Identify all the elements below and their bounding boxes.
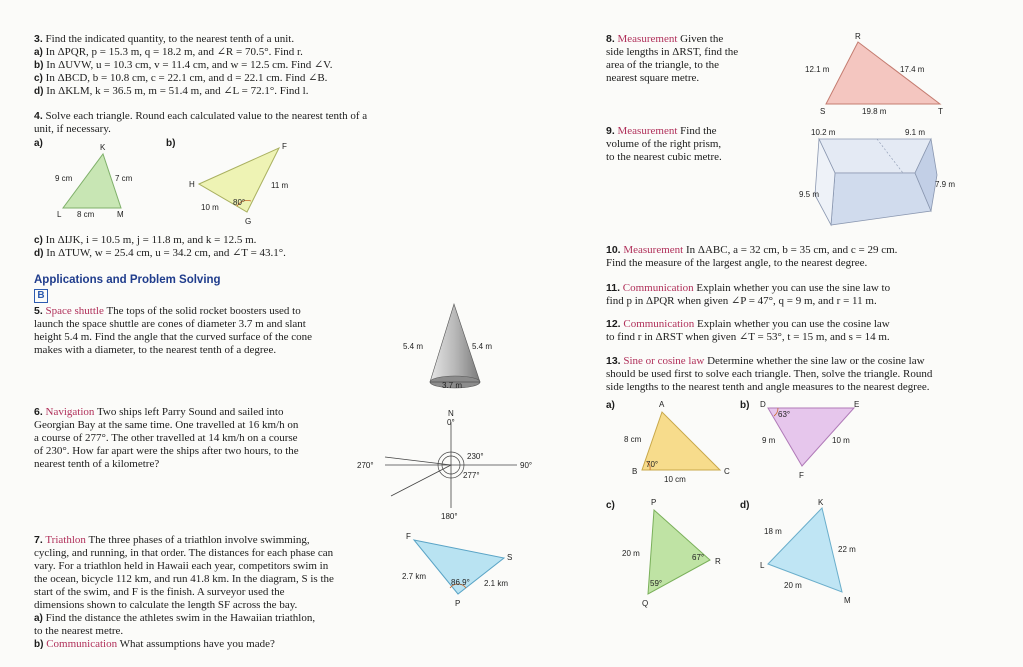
side-label: 10 cm [664, 475, 686, 484]
part-label: c) [606, 500, 615, 511]
section-header: Applications and Problem Solving [34, 274, 221, 286]
prism-diagram [795, 125, 970, 235]
question-6 [34, 406, 364, 471]
vertex-label: F [406, 532, 411, 541]
question-number: 8. [606, 33, 615, 45]
question-text: area of the triangle, to the [606, 59, 720, 71]
question-keyword: Measurement [617, 125, 678, 137]
side-label: 19.8 m [862, 107, 887, 116]
question-text: Explain whether you can use the cosine law [697, 318, 890, 330]
question-10 [606, 244, 1006, 270]
vertex-label: F [282, 142, 287, 151]
vertex-label: D [760, 400, 766, 409]
angle-label: 230° [467, 452, 484, 461]
triangle-def-diagram [758, 398, 868, 488]
question-text: side lengths in ΔRST, find the [606, 46, 739, 58]
question-text: start of the swim, and F is the finish. A surveyor used the [34, 586, 285, 598]
side-label: 7 cm [115, 174, 133, 183]
part-text: Find the distance the athletes swim in the Hawaiian triathlon, [45, 612, 316, 624]
question-keyword: Sine or cosine law [623, 355, 705, 367]
compass-east-label: 90° [520, 461, 533, 470]
vertex-label: S [820, 107, 826, 116]
prism-top-face [819, 139, 931, 173]
vertex-label: M [117, 210, 124, 219]
question-7 [34, 534, 404, 651]
part-text: to the nearest metre. [34, 625, 124, 637]
edge-label: 10.2 m [811, 128, 836, 137]
vertex-label: E [854, 400, 860, 409]
question-text: Find the indicated quantity, to the nearest tenth of a unit. [45, 33, 295, 45]
question-text: the ocean, bicycle 112 km, and run 41.8 km. In the diagram, S is the [34, 573, 334, 585]
part-text: In ΔTUW, w = 25.4 cm, u = 34.2 cm, and ∠T = 43.1°. [46, 247, 286, 259]
question-text: side lengths to the nearest tenth and angle measures to the nearest degree. [606, 381, 930, 393]
part-label: b) [166, 138, 176, 149]
question-number: 12. [606, 318, 621, 330]
vertex-label: P [651, 498, 657, 507]
question-11 [606, 282, 1006, 308]
vertex-label: L [760, 561, 765, 570]
side-label: 12.1 m [805, 65, 830, 74]
part-label: a) [34, 47, 43, 58]
question-number: 11. [606, 282, 621, 294]
part-label: c) [34, 73, 43, 84]
question-text: vary. For a triathlon held in Hawaii each year, competitors swim in [34, 560, 329, 572]
question-keyword: Measurement [623, 244, 684, 256]
vertex-label: M [844, 596, 851, 605]
base-label: 3.7 m [442, 381, 463, 390]
compass-north-label: N [448, 409, 454, 418]
question-text: Georgian Bay at the same time. One travelled at 16 km/h on [34, 419, 299, 431]
question-number: 3. [34, 33, 43, 45]
side-label: 20 m [784, 581, 802, 590]
section-badge: B [34, 289, 48, 303]
side-label: 8 cm [624, 435, 642, 444]
side-label: 8 cm [77, 210, 95, 219]
vertex-label: P [455, 599, 461, 608]
question-number: 7. [34, 534, 43, 546]
question-text: Two ships left Parry Sound and sailed into [96, 406, 284, 418]
side-label: 5.4 m [472, 342, 493, 351]
side-label: 18 m [764, 527, 782, 536]
angle-label: 80° [233, 198, 246, 207]
question-text: Given the [680, 33, 724, 45]
part-text: In ΔBCD, b = 10.8 cm, c = 22.1 cm, and d = 22.1 cm. Find ∠B. [45, 72, 328, 84]
question-9 [606, 125, 796, 164]
question-keyword: Space shuttle [45, 305, 104, 317]
question-text: of 230°. How far apart were the ships after two hours, to the [34, 445, 299, 457]
vertex-label: K [100, 143, 106, 152]
question-text: Solve each triangle. Round each calculated value to the nearest tenth of a [45, 110, 368, 122]
question-text: to the nearest cubic metre. [606, 151, 722, 163]
edge-label: 9.5 m [799, 190, 820, 199]
question-number: 9. [606, 125, 615, 137]
part-label: d) [34, 248, 44, 259]
question-text: nearest square metre. [606, 72, 700, 84]
part-text: In ΔKLM, k = 36.5 m, m = 51.4 m, and ∠L = 72.1°. Find l. [46, 85, 309, 97]
side-label: 2.7 km [402, 572, 427, 581]
vertex-label: S [507, 553, 513, 562]
triangle-rst-diagram [800, 30, 960, 120]
question-text: to find r in ΔRST when given ∠T = 53°, t = 15 m, and s = 14 m. [606, 331, 890, 343]
part-keyword: Communication [46, 638, 118, 650]
question-8 [606, 33, 796, 85]
part-label: b) [740, 400, 750, 411]
question-4 [34, 110, 454, 136]
vertex-label: H [189, 180, 195, 189]
vertex-label: F [799, 471, 804, 480]
angle-label: 67° [692, 553, 705, 562]
cone-diagram [400, 300, 510, 400]
question-keyword: Triathlon [45, 534, 86, 546]
part-text: In ΔPQR, p = 15.3 m, q = 18.2 m, and ∠R = 70.5°. Find r. [45, 46, 303, 58]
compass-south-label: 180° [441, 512, 458, 521]
part-text: In ΔIJK, i = 10.5 m, j = 11.8 m, and k = 12.5 m. [45, 234, 257, 246]
angle-label: 70° [646, 460, 659, 469]
question-3 [34, 33, 434, 98]
part-label: c) [34, 235, 43, 246]
compass-zero-label: 0° [447, 418, 455, 427]
question-number: 10. [606, 244, 621, 256]
triangle-pqr-diagram [620, 496, 740, 611]
question-keyword: Communication [622, 282, 694, 294]
question-text: a course of 277°. The other travelled at 14 km/h on a course [34, 432, 298, 444]
question-text: nearest tenth of a kilometre? [34, 458, 160, 470]
question-5 [34, 305, 384, 357]
angle-label: 59° [650, 579, 663, 588]
question-text: Explain whether you can use the sine law to [696, 282, 891, 294]
triangle-hfg-diagram [185, 140, 305, 230]
part-label: a) [606, 400, 615, 411]
compass-diagram [355, 408, 540, 523]
vertex-label: K [818, 498, 824, 507]
side-label: 10 m [832, 436, 850, 445]
vertex-label: G [245, 217, 252, 226]
side-label: 10 m [201, 203, 219, 212]
question-text: cycling, and running, in that order. The distances for each phase can [34, 547, 334, 559]
angle-label: 63° [778, 410, 791, 419]
side-label: 2.1 km [484, 579, 509, 588]
angle-label: 86.9° [451, 578, 470, 587]
vertex-label: Q [642, 599, 649, 608]
vertex-label: B [632, 467, 638, 476]
part-label: b) [34, 60, 44, 71]
triangle-klm-diagram [55, 140, 165, 220]
triangle-shape [768, 508, 842, 592]
vertex-label: L [57, 210, 62, 219]
side-label: 9 m [762, 436, 776, 445]
edge-label: 9.1 m [905, 128, 926, 137]
question-number: 6. [34, 406, 43, 418]
part-text: What assumptions have you made? [119, 638, 275, 650]
question-number: 13. [606, 355, 621, 367]
question-text: height 5.4 m. Find the angle that the curved surface of the cone [34, 331, 312, 343]
question-text: Find the measure of the largest angle, to the nearest degree. [606, 257, 868, 269]
question-number: 4. [34, 110, 43, 122]
question-13 [606, 355, 1011, 394]
side-label: 9 cm [55, 174, 73, 183]
vertex-label: R [715, 557, 721, 566]
side-label: 5.4 m [403, 342, 424, 351]
compass-west-label: 270° [357, 461, 374, 470]
question-keyword: Communication [623, 318, 695, 330]
question-text: Determine whether the sine law or the cosine law [707, 355, 925, 367]
vertex-label: C [724, 467, 730, 476]
question-text: volume of the right prism, [606, 138, 722, 150]
triangle-klm2-diagram [758, 496, 888, 611]
question-text: The tops of the solid rocket boosters used to [106, 305, 301, 317]
vertex-label: T [938, 107, 943, 116]
side-label: 11 m [271, 181, 289, 190]
question-text: should be used first to solve each triangle. Then, solve the triangle. Round [606, 368, 933, 380]
angle-label: 277° [463, 471, 480, 480]
vertex-label: R [855, 32, 861, 41]
vertex-label: A [659, 400, 665, 409]
question-4-parts-cd [34, 234, 454, 260]
question-number: 5. [34, 305, 43, 317]
question-text: In ΔABC, a = 32 cm, b = 35 cm, and c = 29 cm. [685, 244, 898, 256]
question-text: The three phases of a triathlon involve swimming, [88, 534, 310, 546]
triangle-abc-diagram [620, 398, 740, 488]
question-text: dimensions shown to calculate the length SF across the bay. [34, 599, 298, 611]
question-12 [606, 318, 1006, 344]
side-label: 20 m [622, 549, 640, 558]
part-label: d) [740, 500, 750, 511]
part-text: In ΔUVW, u = 10.3 cm, v = 11.4 cm, and w = 12.5 cm. Find ∠V. [46, 59, 333, 71]
triangle-fsp-diagram [400, 530, 525, 615]
question-keyword: Measurement [617, 33, 678, 45]
side-label: 17.4 m [900, 65, 925, 74]
question-text: makes with a diameter, to the nearest tenth of a degree. [34, 344, 277, 356]
side-label: 22 m [838, 545, 856, 554]
question-text: unit, if necessary. [34, 123, 111, 135]
question-keyword: Navigation [45, 406, 95, 418]
question-text: find p in ΔPQR when given ∠P = 47°, q = 9 m, and r = 11 m. [606, 295, 877, 307]
question-text: Find the [680, 125, 717, 137]
part-label: a) [34, 613, 43, 624]
part-label: d) [34, 86, 44, 97]
question-text: launch the space shuttle are cones of diameter 3.7 m and slant [34, 318, 306, 330]
part-label: b) [34, 639, 44, 650]
part-label: a) [34, 138, 43, 149]
prism-front-face [831, 173, 931, 225]
edge-label: 7.9 m [935, 180, 956, 189]
